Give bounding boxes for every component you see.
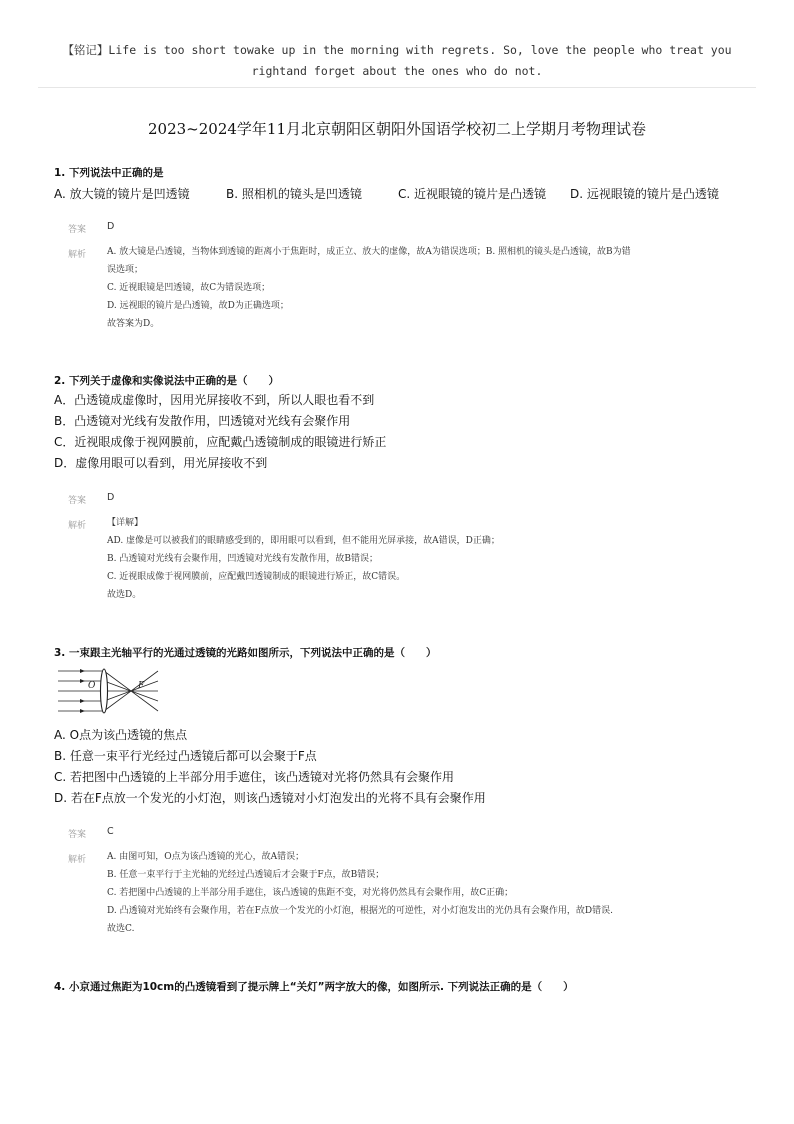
motto-line-1: 【铭记】Life is too short towake up in the morning with regrets. So, love the people who treat you	[62, 43, 732, 57]
question-2-answer: D	[107, 492, 115, 503]
question-4-stem: 4. 小京通过焦距为10cm的凸透镜看到了提示牌上“关灯”两字放大的像，如图所示. 下列说法正确的是（ ）	[54, 981, 574, 993]
convex-lens	[101, 669, 108, 713]
question-2-option-b: B．凸透镜对光线有发散作用，凹透镜对光线有会聚作用	[54, 414, 351, 428]
analysis-line: C. 若把图中凸透镜的上半部分用手遮住，该凸透镜的焦距不变，对光将仍然具有会聚作用，故C正确；	[107, 888, 514, 898]
analysis-line: 故答案为D。	[107, 319, 160, 329]
analysis-line: D. 远视眼的镜片是凸透镜，故D为正确选项；	[107, 301, 289, 311]
analysis-line: D. 凸透镜对光始终有会聚作用，若在F点放一个发光的小灯泡，根据光的可逆性，对小灯泡发出的光仍具有会聚作用，故D错误.	[107, 906, 613, 916]
diagram-label-f: F	[138, 681, 145, 691]
answer-label: 答案	[68, 830, 87, 840]
question-1-option-d: D. 远视眼镜的镜片是凸透镜	[570, 187, 719, 201]
question-1-analysis	[107, 243, 727, 333]
question-3-stem: 3. 一束跟主光轴平行的光通过透镜的光路如图所示，下列说法中正确的是（ ）	[54, 647, 437, 659]
analysis-line: 【详解】	[107, 518, 144, 528]
question-3-answer: C	[107, 826, 114, 837]
analysis-line: 故选D。	[107, 590, 142, 600]
analysis-label: 解析	[68, 855, 87, 865]
analysis-line: B. 任意一束平行于主光轴的光经过凸透镜后才会聚于F点，故B错误；	[107, 870, 385, 880]
page-title: 2023~2024学年11月北京朝阳区朝阳外国语学校初二上学期月考物理试卷	[147, 120, 646, 138]
question-2-analysis	[107, 514, 727, 604]
analysis-line: A. 放大镜是凸透镜，当物体到透镜的距离小于焦距时，成正立、放大的虚像，故A为错误选项；B. 照相机的镜头是凸透镜，故B为错	[107, 247, 631, 257]
question-3-option-b: B. 任意一束平行光经过凸透镜后都可以会聚于F点	[54, 749, 317, 763]
analysis-label: 解析	[68, 521, 87, 531]
answer-label: 答案	[68, 496, 87, 506]
lens-ray-diagram	[58, 668, 162, 714]
question-3-analysis	[107, 848, 727, 938]
question-2-stem: 2. 下列关于虚像和实像说法中正确的是（ ）	[54, 375, 279, 387]
question-1-answer: D	[107, 221, 115, 232]
question-3-option-d: D. 若在F点放一个发光的小灯泡，则该凸透镜对小灯泡发出的光将不具有会聚作用	[54, 791, 486, 805]
header-divider	[38, 87, 756, 88]
motto-line-2: rightand forget about the ones who do not.	[251, 64, 543, 78]
arrow-icon	[80, 669, 85, 673]
arrow-icon	[80, 709, 85, 713]
question-3-option-c: C. 若把图中凸透镜的上半部分用手遮住，该凸透镜对光将仍然具有会聚作用	[54, 770, 455, 784]
analysis-line: AD. 虚像是可以被我们的眼睛感受到的，即用眼可以看到，但不能用光屏承接，故A错误，D正确；	[107, 536, 500, 546]
motto-banner	[40, 40, 754, 82]
analysis-label: 解析	[68, 250, 87, 260]
question-1-option-a: A. 放大镜的镜片是凹透镜	[54, 187, 190, 201]
analysis-line: A. 由图可知，O点为该凸透镜的光心，故A错误；	[107, 852, 305, 862]
analysis-line: C. 近视眼镜是凹透镜，故C为错误选项；	[107, 283, 271, 293]
answer-label: 答案	[68, 225, 87, 235]
question-1-option-b: B. 照相机的镜头是凹透镜	[226, 187, 362, 201]
question-2-option-a: A．凸透镜成虚像时，因用光屏接收不到，所以人眼也看不到	[54, 393, 375, 407]
question-2-option-c: C．近视眼成像于视网膜前，应配戴凸透镜制成的眼镜进行矫正	[54, 435, 387, 449]
analysis-line: 误选项；	[107, 265, 144, 275]
diagram-label-o: O	[88, 681, 96, 691]
question-1-stem: 1. 下列说法中正确的是	[54, 167, 164, 179]
analysis-line: B. 凸透镜对光线有会聚作用，凹透镜对光线有发散作用，故B错误；	[107, 554, 378, 564]
question-3-option-a: A. O点为该凸透镜的焦点	[54, 728, 188, 742]
question-2-option-d: D．虚像用眼可以看到，用光屏接收不到	[54, 456, 268, 470]
analysis-line: 故选C.	[107, 924, 135, 934]
question-1-option-c: C. 近视眼镜的镜片是凸透镜	[398, 187, 547, 201]
analysis-line: C. 近视眼成像于视网膜前，应配戴凹透镜制成的眼镜进行矫正，故C错误。	[107, 572, 406, 582]
arrow-icon	[80, 679, 85, 683]
arrow-icon	[80, 699, 85, 703]
